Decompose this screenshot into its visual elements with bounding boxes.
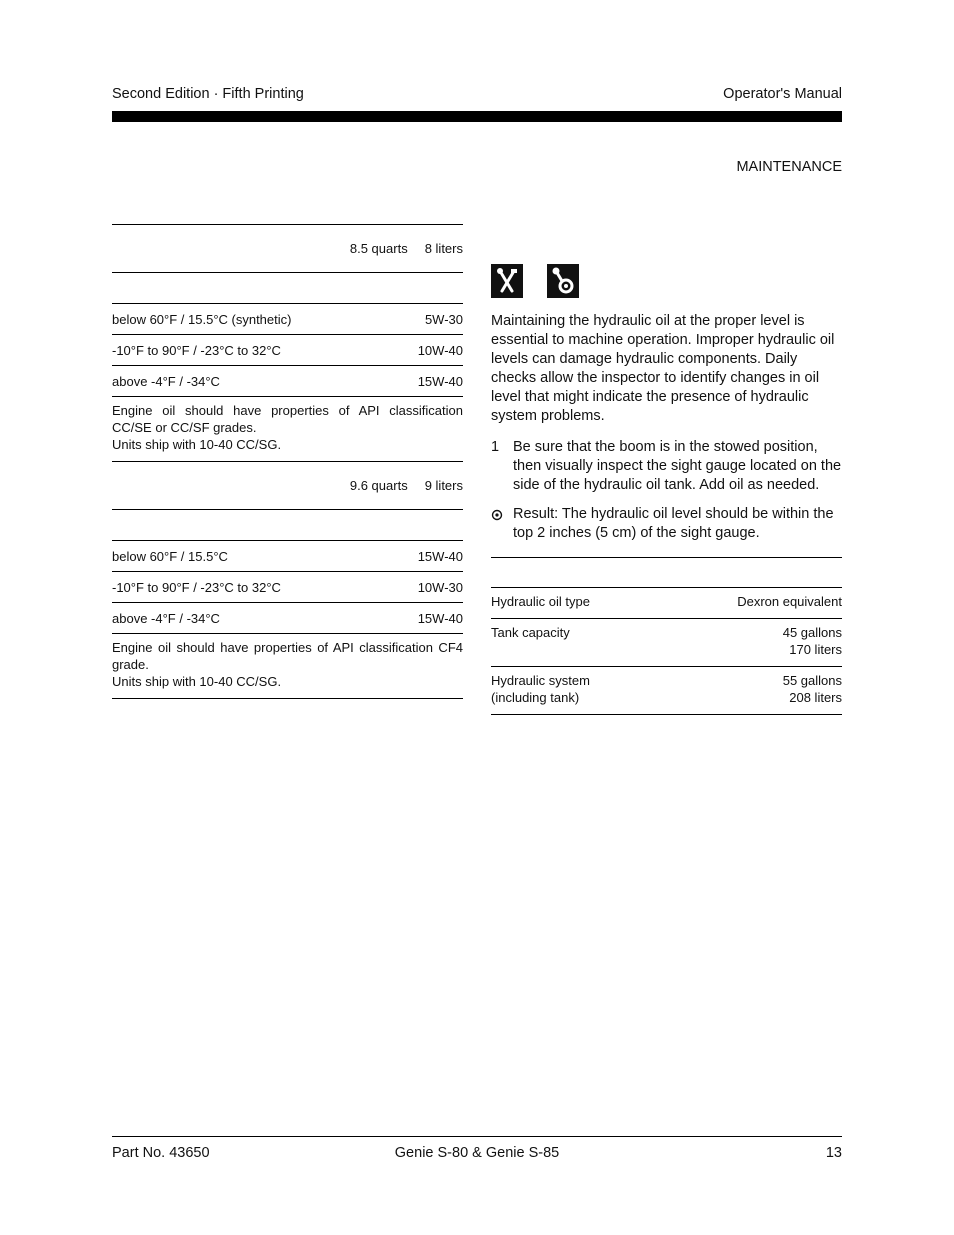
capacity-liters: 9 liters [424, 478, 463, 493]
table-row: above -4°F / -34°C 15W-40 [112, 373, 463, 389]
capacity-quarts: 8.5 quarts [349, 241, 408, 256]
result-item: Result: The hydraulic oil level should be within the top 2 inches (5 cm) of the sight gauge. [491, 505, 842, 543]
result-icon [491, 505, 503, 527]
capacity-row-1 [112, 225, 463, 272]
page-number: 13 [825, 1145, 842, 1161]
table-row: above -4°F / -34°C 15W-40 [112, 610, 463, 626]
section-title: MAINTENANCE [736, 159, 842, 175]
header-bar [112, 111, 842, 122]
capacity-liters: 8 liters [424, 241, 463, 256]
wrench-bolt-icon [547, 264, 579, 298]
footer-model: Genie S-80 & Genie S-85 [394, 1145, 560, 1161]
header-edition: Second Edition · Fifth Printing [112, 86, 304, 102]
step-number: 1 [491, 439, 500, 455]
table-row: below 60°F / 15.5°C 15W-40 [112, 548, 463, 564]
intro-paragraph: Maintaining the hydraulic oil at the proper level is essential to machine operation. Improper hydraulic oil levels can damage hydraulic components. Daily checks allow the inspector to identify changes in oil level that might indicate the presence of hydraulic system problems. [491, 313, 835, 424]
oil-note-1: Engine oil should have properties of API classification CC/SE or CC/SF grades. Units ship with 10-40 CC/SG. [112, 403, 463, 452]
table-row: Hydraulic oil type Dexron equivalent [491, 594, 842, 609]
capacity-row-2 [112, 462, 463, 509]
footer-rule [112, 1136, 842, 1137]
table-row: -10°F to 90°F / -23°C to 32°C 10W-40 [112, 342, 463, 358]
header-manual-title: Operator's Manual [723, 86, 842, 102]
table-row: Tank capacity 45 gallons 170 liters [491, 625, 842, 657]
step-1: 1 Be sure that the boom is in the stowed position, then visually inspect the sight gauge located on the side of the hydraulic oil tank. Add oil as needed. [491, 439, 842, 493]
hydraulic-spec-table [491, 557, 842, 715]
engine-oil-table [112, 224, 463, 699]
capacity-quarts: 9.6 quarts [349, 478, 408, 493]
hydraulic-oil-section [491, 264, 842, 715]
table-row: Hydraulic system (including tank) 55 gallons 208 liters [491, 673, 842, 705]
oil-note-2: Engine oil should have properties of API classification CF4 grade. Units ship with 10-40 CC/SG. [112, 640, 463, 689]
footer-part-number: Part No. 43650 [112, 1145, 210, 1161]
table-row: below 60°F / 15.5°C (synthetic) 5W-30 [112, 311, 463, 327]
table-row: -10°F to 90°F / -23°C to 32°C 10W-30 [112, 579, 463, 595]
tools-icon [491, 264, 523, 298]
